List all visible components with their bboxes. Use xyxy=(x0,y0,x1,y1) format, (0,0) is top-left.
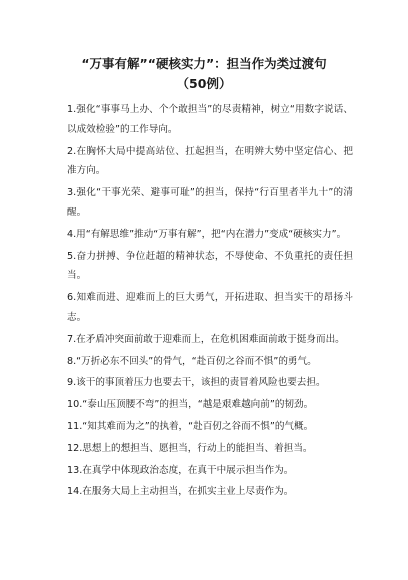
list-item: 10.“泰山压顶腰不弯”的担当，“越是艰难越向前”的韧劲。 xyxy=(67,399,314,411)
list-item: 11.“知其难而为之”的执着，“赴百仞之谷而不惧”的气概。 xyxy=(67,420,314,432)
list-item: 7.在矛盾冲突面前敢于迎难而上，在危机困难面前敢于挺身而出。 xyxy=(67,333,345,345)
example-list xyxy=(67,100,353,504)
list-item: 2.在胸怀大局中提高站位、扛起担当，在明辨大势中坚定信心、把准方向。 xyxy=(67,145,353,177)
list-item: 14.在服务大局上主动担当，在抓实主业上尽责作为。 xyxy=(67,486,294,498)
list-item: 6.知难而进、迎难而上的巨大勇气，开拓进取、担当实干的昂扬斗志。 xyxy=(67,292,353,323)
list-item: 8.“万折必东不回头”的骨气，“赴百仞之谷而不惧”的勇气。 xyxy=(67,355,317,367)
list-item: 4.用“有解思维”推动“万事有解”，把“内在潜力”变成“硬核实力”。 xyxy=(67,228,347,240)
list-item: 9.该干的事顶着压力也要去干，该担的责冒着风险也要去担。 xyxy=(67,377,326,389)
list-item: 5.奋力拼搏、争位赶超的精神状态，不辱使命、不负重托的责任担当。 xyxy=(67,250,353,282)
list-item: 1.强化“事事马上办、个个敢担当”的尽责精神，树立“用数字说话、以成效检验”的工作导向。 xyxy=(67,104,353,135)
document-subtitle: （50例） xyxy=(176,76,232,91)
list-item: 12.思想上的想担当、愿担当，行动上的能担当、着担当。 xyxy=(67,442,313,454)
document-title: “万事有解”“硬核实力”：担当作为类过渡句 xyxy=(81,56,327,71)
list-item: 13.在真学中体现政治态度，在真干中展示担当作为。 xyxy=(67,464,294,476)
list-item: 3.强化“干事光荣、避事可耻”的担当，保持“行百里者半九十”的清醒。 xyxy=(67,187,353,218)
